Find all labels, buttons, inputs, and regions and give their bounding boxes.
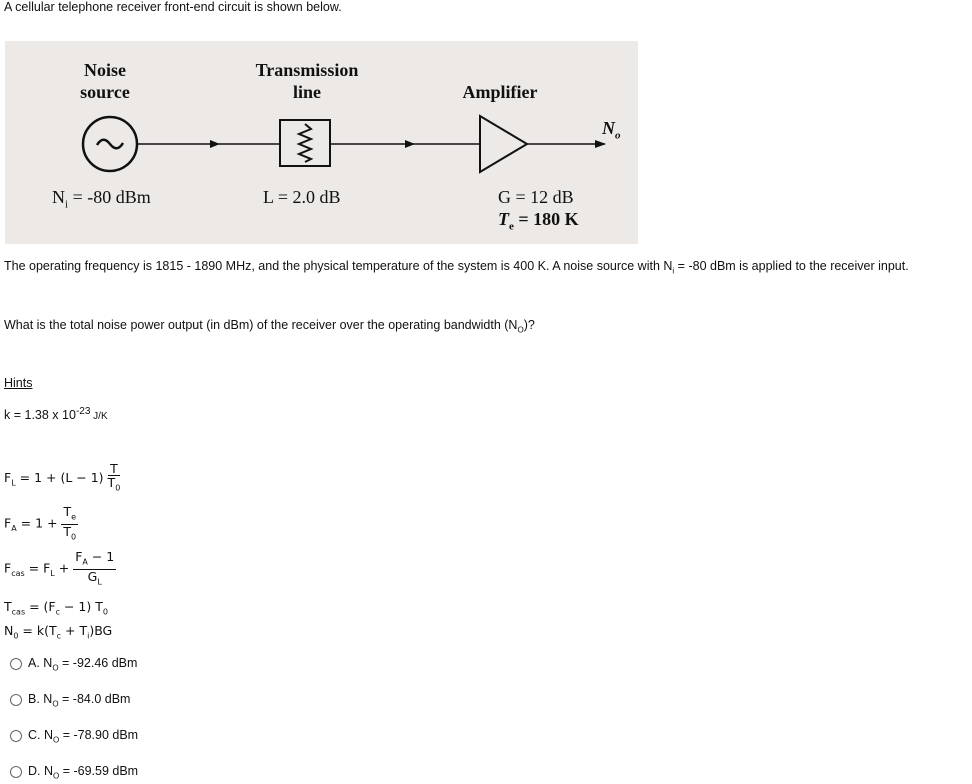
circuit-figure (5, 41, 638, 244)
loss-label: L = 2.0 dB (263, 187, 341, 207)
arrow-icon (595, 140, 606, 148)
formula-fl: $F_L = 1 + (L - 1)$ $\frac{T}{T_0}$ (4, 461, 121, 493)
question-text: What is the total noise power output (in dBm) of the receiver over the operating bandwidth $(N_O)$? (4, 318, 535, 335)
te-label: $T_e = 180$ K (498, 209, 579, 233)
noise-source-label: Noise source (80, 60, 130, 102)
radio-button[interactable] (10, 730, 22, 742)
radio-button[interactable] (10, 766, 22, 778)
tilde-icon (97, 140, 123, 149)
arrow-icon (405, 140, 415, 148)
option-a[interactable]: A. $N_O = -92.46$ dBm (10, 656, 137, 673)
gain-label: G = 12 dB (498, 187, 574, 207)
arrow-icon (210, 140, 220, 148)
option-d[interactable]: D. $N_O = -69.59$ dBm (10, 764, 138, 781)
formula-tcas: $T_{cas} = (F_c - 1)$ $T_0$ (4, 599, 108, 617)
hints-link[interactable]: Hints (4, 376, 33, 390)
formula-fa: $F_A = 1$ + $\frac{T_e}{T_0}$ (4, 504, 77, 541)
boltzmann-constant: k = 1.38 x $10^{-23}$ J/K (4, 406, 108, 423)
amplifier-triangle (480, 116, 527, 172)
output-noise-label: $N_o$ (602, 118, 621, 142)
option-c[interactable]: C. $N_O = -78.90$ dBm (10, 728, 138, 745)
transmission-line-box (280, 120, 330, 166)
formula-no: $N_0 = k(T_c + T_i)BG$ (4, 623, 113, 641)
transmission-line-label: Transmission line (255, 60, 359, 102)
amplifier-label: Amplifier (462, 82, 538, 102)
option-b[interactable]: B. $N_O = -84.0$ dBm (10, 692, 130, 709)
problem-statement: The operating frequency is 1815 - 1890 MHz, and the physical temperature of the system is 400 K. A noise source with $N_i = -80$ dBm is applied to the receiver input. (4, 259, 909, 276)
formula-fcas: $F_{cas} = F_L$ + $\frac{F_A - 1}{G_L}$ (4, 549, 115, 586)
radio-button[interactable] (10, 658, 22, 670)
intro-text: A cellular telephone receiver front-end circuit is shown below. (4, 0, 342, 14)
input-noise-label: $N_i = -80$ dBm (52, 187, 151, 211)
radio-button[interactable] (10, 694, 22, 706)
